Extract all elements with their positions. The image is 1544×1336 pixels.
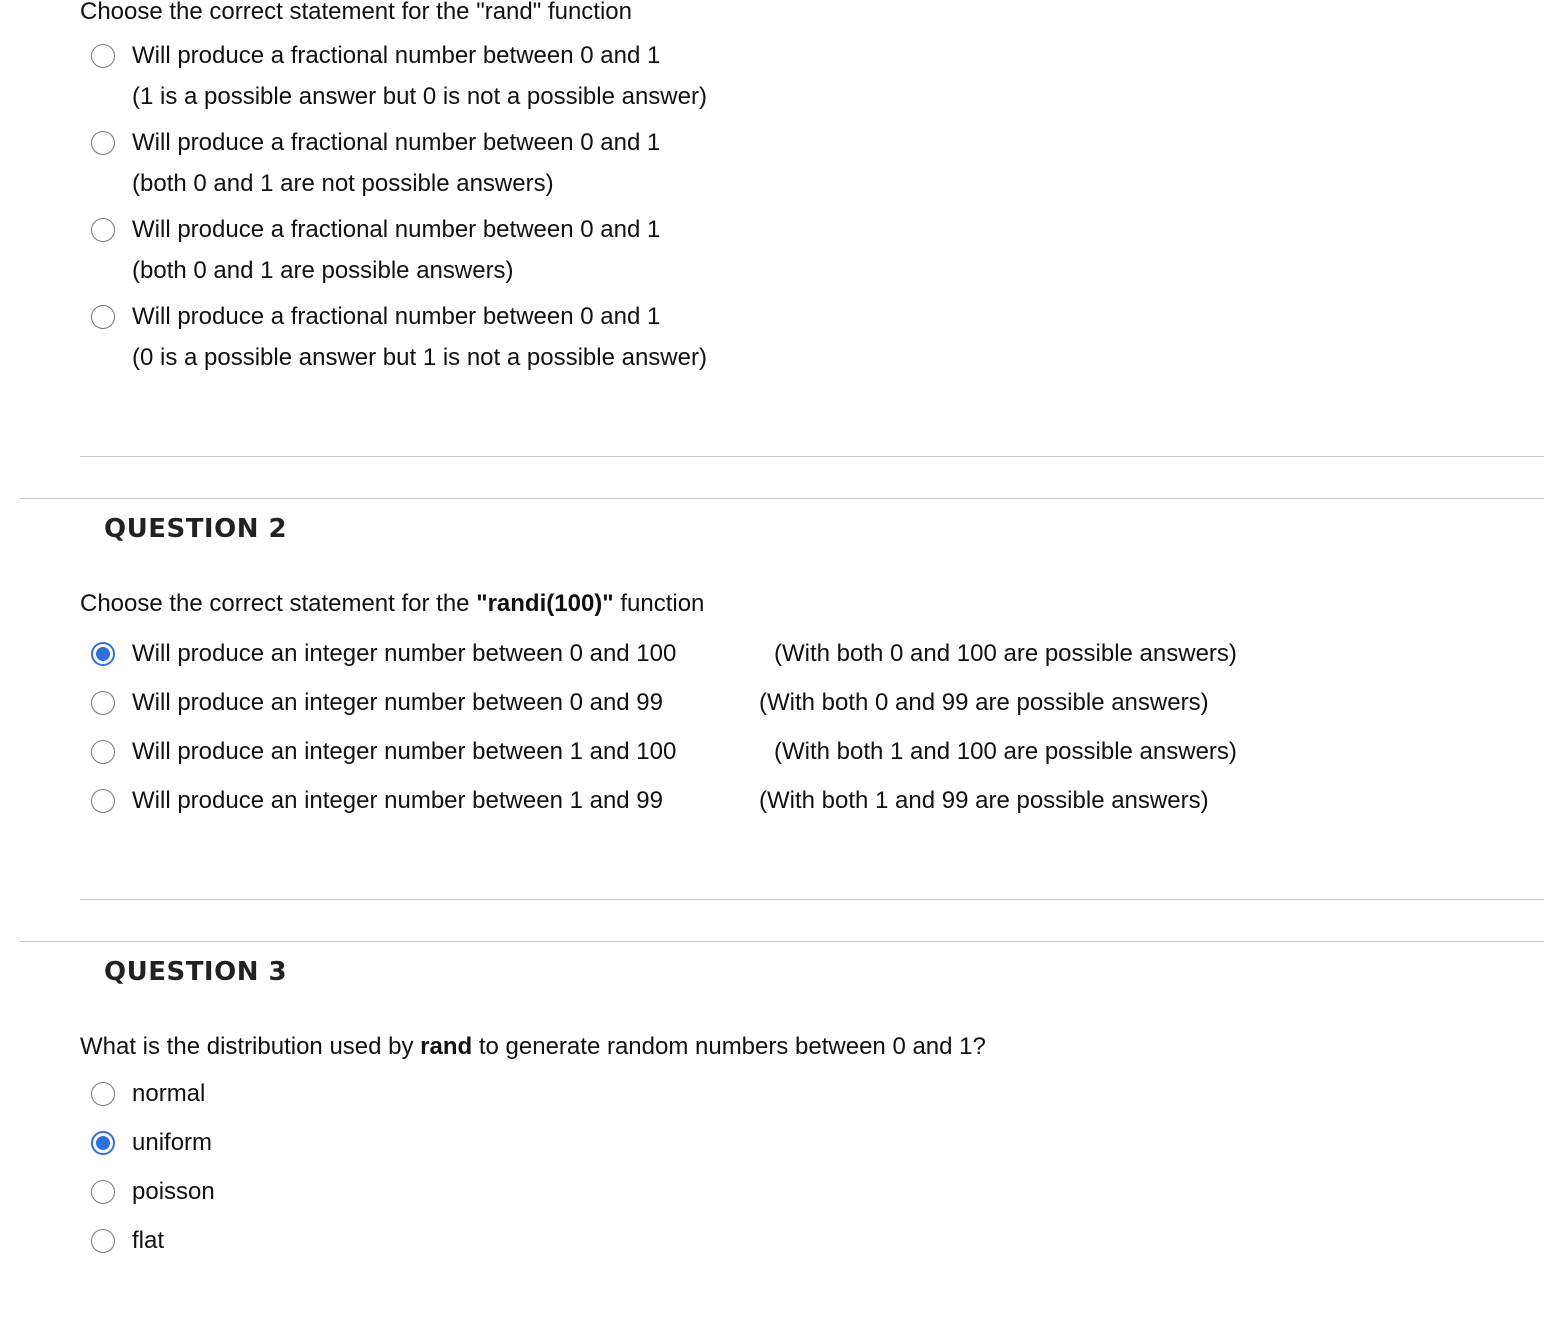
question2-prompt [80,588,704,620]
option-text [132,40,707,113]
question2-heading: QUESTION 2 [104,514,288,544]
prompt-bold-text: rand [420,1033,473,1060]
option-line2: (both 0 and 1 are not possible answers) [132,170,554,197]
prompt-text: to generate random numbers between 0 and 1? [472,1033,986,1060]
question1-bottom-divider [80,456,1544,457]
radio-button[interactable] [91,131,115,155]
question2-option-2[interactable] [91,687,1391,719]
radio-button[interactable] [91,740,115,764]
radio-button[interactable] [91,44,115,68]
option-note: (With both 1 and 100 are possible answers) [774,738,1237,765]
question1-option-2[interactable] [91,127,660,200]
radio-button[interactable] [91,1180,115,1204]
option-note: (With both 0 and 99 are possible answers) [759,689,1209,716]
question2-option-4[interactable] [91,785,1391,817]
option-line2: (both 0 and 1 are possible answers) [132,257,514,284]
question2-bottom-divider [80,899,1544,900]
question2-option-3[interactable] [91,736,1391,768]
question2-option-1[interactable] [91,638,1391,670]
question3-option-uniform[interactable] [91,1127,212,1159]
option-text [132,127,660,200]
prompt-text: What is the distribution used by [80,1033,421,1060]
radio-button[interactable] [91,1229,115,1253]
radio-button-selected[interactable] [91,642,115,666]
option-text: uniform [132,1129,213,1156]
option-text: flat [132,1227,165,1254]
question3-heading: QUESTION 3 [104,957,288,987]
option-text [132,301,707,374]
prompt-bold-text: "randi(100)" [476,590,614,617]
radio-button[interactable] [91,1082,115,1106]
option-text: normal [132,1080,206,1107]
radio-button[interactable] [91,305,115,329]
question3-option-flat[interactable] [91,1225,164,1257]
option-text: Will produce an integer number between 0 and 100 [132,640,677,667]
prompt-text: Choose the correct statement for the [80,590,477,617]
option-text: Will produce an integer number between 1 and 100 [132,738,677,765]
question1-prompt: Choose the correct statement for the "rand" function [80,0,632,25]
question-separator [20,498,1544,499]
radio-button[interactable] [91,218,115,242]
option-line1: Will produce a fractional number between 0 and 1 [132,42,661,69]
option-text [132,214,660,287]
option-line2: (0 is a possible answer but 1 is not a possible answer) [132,344,707,371]
question3-option-poisson[interactable] [91,1176,215,1208]
radio-button[interactable] [91,691,115,715]
question3-prompt [80,1031,986,1063]
option-line1: Will produce a fractional number between 0 and 1 [132,216,661,243]
question1-option-1[interactable] [91,40,707,113]
option-text: Will produce an integer number between 0 and 99 [132,689,663,716]
option-note: (With both 0 and 100 are possible answers) [774,640,1237,667]
option-note: (With both 1 and 99 are possible answers) [759,787,1209,814]
question-separator [20,941,1544,942]
option-line1: Will produce a fractional number between 0 and 1 [132,303,661,330]
radio-button[interactable] [91,789,115,813]
option-line1: Will produce a fractional number between 0 and 1 [132,129,661,156]
option-text: Will produce an integer number between 1 and 99 [132,787,663,814]
question3-option-normal[interactable] [91,1078,205,1110]
question1-option-4[interactable] [91,301,707,374]
radio-button-selected[interactable] [91,1131,115,1155]
option-line2: (1 is a possible answer but 0 is not a possible answer) [132,83,707,110]
prompt-text: function [613,590,705,617]
option-text: poisson [132,1178,215,1205]
question1-option-3[interactable] [91,214,660,287]
